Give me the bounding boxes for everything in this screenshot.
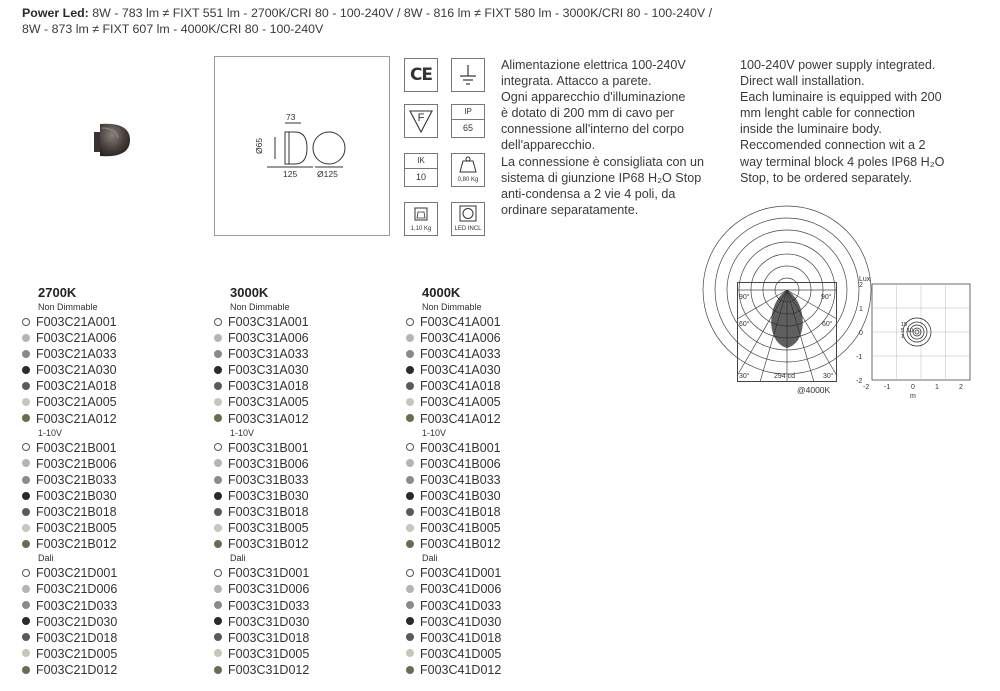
product-code-row [22, 330, 117, 346]
product-code-row [406, 488, 501, 504]
product-code: F003C41B001 [420, 440, 501, 455]
finish-swatch-icon [406, 366, 414, 374]
product-code-row [214, 536, 309, 552]
finish-swatch-icon [214, 443, 222, 451]
finish-swatch-icon [214, 585, 222, 593]
desc-en-line: mm lenght cable for connection [740, 106, 916, 121]
finish-swatch-icon [214, 476, 222, 484]
description-italian [501, 57, 704, 218]
color-temperature-heading: 4000K [422, 285, 461, 300]
product-code-row [406, 646, 501, 662]
finish-swatch-icon [406, 524, 414, 532]
product-code-row [214, 581, 309, 597]
product-code-row [214, 614, 309, 630]
isolux-unit-x: m [910, 393, 916, 400]
finish-swatch-icon [406, 633, 414, 641]
product-code-row [214, 565, 309, 581]
product-code-row [214, 394, 309, 410]
desc-it-line: Alimentazione elettrica 100-240V [501, 58, 686, 72]
product-code: F003C41B012 [420, 537, 501, 552]
isolux-xtick: 0 [911, 384, 915, 391]
product-code: F003C41A018 [420, 379, 501, 394]
product-code-row [214, 520, 309, 536]
finish-swatch-icon [22, 492, 30, 500]
finish-swatch-icon [406, 382, 414, 390]
product-code: F003C31A001 [228, 315, 309, 329]
product-code-row [214, 598, 309, 614]
finish-swatch-icon [22, 666, 30, 674]
product-code: F003C41A033 [420, 347, 501, 362]
product-code-row [406, 630, 501, 646]
finish-swatch-icon [214, 334, 222, 342]
header-line-1 [22, 6, 712, 22]
isolux-ytick: 1 [859, 306, 863, 313]
product-code: F003C21A033 [36, 347, 117, 362]
product-code-row [214, 456, 309, 472]
polar-label-90-left: 90° [739, 294, 750, 301]
isolux-level: 15 [901, 322, 908, 328]
finish-swatch-icon [22, 382, 30, 390]
product-code: F003C31A012 [228, 411, 309, 426]
product-code-row [22, 314, 117, 330]
finish-swatch-icon [406, 666, 414, 674]
product-code: F003C21D006 [36, 582, 118, 597]
product-code: F003C21A001 [36, 315, 117, 329]
ik-rating-badge [404, 153, 438, 187]
finish-swatch-icon [22, 366, 30, 374]
product-code: F003C31A030 [228, 363, 309, 378]
product-code-row [214, 440, 309, 456]
finish-swatch-icon [406, 617, 414, 625]
product-code-row [214, 488, 309, 504]
finish-swatch-icon [214, 366, 222, 374]
weight-value: 0,80 Kg [457, 177, 479, 183]
polar-light-diagram [737, 282, 837, 382]
finish-swatch-icon [22, 476, 30, 484]
product-code: F003C31B001 [228, 440, 309, 455]
polar-label-30-left: 30° [739, 373, 750, 380]
product-code: F003C21B018 [36, 505, 117, 520]
product-code: F003C21D012 [36, 662, 118, 677]
product-code: F003C31D033 [228, 598, 310, 613]
finish-swatch-icon [22, 569, 30, 577]
finish-swatch-icon [214, 492, 222, 500]
product-code: F003C31D001 [228, 566, 310, 581]
finish-swatch-icon [214, 508, 222, 516]
finish-swatch-icon [22, 459, 30, 467]
finish-swatch-icon [214, 318, 222, 326]
product-code: F003C41A001 [420, 315, 501, 329]
product-code-row [214, 662, 309, 678]
finish-swatch-icon [214, 459, 222, 467]
isolux-ytick: -1 [856, 354, 863, 361]
desc-en-line: Direct wall installation. [740, 74, 865, 89]
finish-swatch-icon [406, 318, 414, 326]
polar-label-60-right: 60° [822, 321, 833, 328]
finish-swatch-icon [406, 334, 414, 342]
isolux-xtick: 2 [959, 384, 963, 391]
finish-swatch-icon [22, 649, 30, 657]
product-code-row [22, 440, 117, 456]
product-code: F003C41D012 [420, 662, 502, 677]
finish-swatch-icon [406, 601, 414, 609]
product-code-row [406, 662, 501, 678]
dimming-type-label: Non Dimmable [422, 302, 482, 312]
product-code: F003C21D030 [36, 614, 118, 629]
product-code-row [406, 565, 501, 581]
product-code-row [214, 330, 309, 346]
product-code-row [406, 440, 501, 456]
ip-label: IP [452, 105, 484, 120]
product-code: F003C31B033 [228, 472, 309, 487]
product-code: F003C41B033 [420, 472, 501, 487]
dim-width: 125 [283, 169, 298, 179]
finish-swatch-icon [22, 633, 30, 641]
product-code-row [406, 378, 501, 394]
codes-column-4000k [406, 285, 501, 678]
product-code-row [214, 646, 309, 662]
product-code: F003C41B006 [420, 456, 501, 471]
product-code: F003C41D033 [420, 598, 502, 613]
isolux-xtick: -2 [863, 384, 870, 391]
product-code: F003C31B030 [228, 488, 309, 503]
description-english [740, 57, 944, 186]
desc-en-line: 100-240V power supply integrated. [740, 58, 936, 72]
f-mark-label: F [417, 112, 425, 124]
polar-label-30-right: 30° [823, 373, 834, 380]
product-code-row [406, 362, 501, 378]
finish-swatch-icon [22, 414, 30, 422]
product-code-row [406, 614, 501, 630]
product-code-row [406, 394, 501, 410]
desc-it-line: ordinare separatamente. [501, 202, 639, 217]
finish-swatch-icon [406, 508, 414, 516]
package-weight-value: 1,10 Kg [410, 226, 432, 232]
finish-swatch-icon [214, 633, 222, 641]
product-code-row [214, 378, 309, 394]
product-code: F003C21A005 [36, 395, 117, 410]
desc-it-line: dell'apparecchio. [501, 138, 596, 153]
product-code-row [22, 646, 117, 662]
product-code-row [22, 662, 117, 678]
product-code-row [22, 630, 117, 646]
finish-swatch-icon [214, 414, 222, 422]
finish-swatch-icon [214, 398, 222, 406]
dimming-type-label: 1-10V [422, 427, 447, 438]
product-code: F003C21D018 [36, 630, 118, 645]
ce-mark-icon [404, 58, 438, 92]
dimming-type-label: 1-10V [38, 427, 63, 438]
dimming-type-label: Dali [38, 553, 54, 564]
product-code: F003C41B030 [420, 488, 501, 503]
polar-caption: @4000K [797, 385, 831, 395]
product-code: F003C41D005 [420, 646, 502, 661]
finish-swatch-icon [214, 350, 222, 358]
polar-cd-value: 294 cd [774, 373, 796, 380]
finish-swatch-icon [214, 569, 222, 577]
product-code: F003C21D001 [36, 566, 118, 581]
desc-en-line: Each luminaire is equipped with 200 [740, 90, 942, 105]
product-code: F003C41D030 [420, 614, 502, 629]
finish-swatch-icon [406, 459, 414, 467]
weight-icon [451, 153, 485, 187]
product-code: F003C41A030 [420, 363, 501, 378]
product-photo [86, 118, 136, 162]
product-code-row [22, 520, 117, 536]
product-code: F003C31B012 [228, 537, 309, 552]
product-code: F003C41A005 [420, 395, 501, 410]
product-code: F003C21B005 [36, 521, 117, 536]
finish-swatch-icon [22, 350, 30, 358]
product-code: F003C41D006 [420, 582, 502, 597]
product-code: F003C31A018 [228, 379, 309, 394]
product-code-row [214, 504, 309, 520]
product-code: F003C21A018 [36, 379, 117, 394]
finish-swatch-icon [22, 617, 30, 625]
finish-swatch-icon [214, 666, 222, 674]
product-code: F003C21A030 [36, 363, 117, 378]
finish-swatch-icon [22, 334, 30, 342]
finish-swatch-icon [22, 601, 30, 609]
product-code: F003C31A005 [228, 395, 309, 410]
dimming-type-label: Dali [422, 553, 438, 564]
finish-swatch-icon [22, 318, 30, 326]
dim-diameter: Ø125 [317, 169, 338, 179]
product-code-row [22, 536, 117, 552]
ik-label: IK [405, 154, 437, 169]
header-label: Power Led: [22, 6, 89, 20]
isolux-xtick: 1 [935, 384, 939, 391]
finish-swatch-icon [214, 524, 222, 532]
finish-swatch-icon [406, 476, 414, 484]
product-code: F003C41D018 [420, 630, 502, 645]
finish-swatch-icon [22, 398, 30, 406]
product-code: F003C41A012 [420, 411, 501, 426]
finish-swatch-icon [406, 540, 414, 548]
ip-value: 65 [462, 123, 473, 133]
dimming-type-label: Non Dimmable [230, 302, 290, 312]
product-code: F003C21D005 [36, 646, 118, 661]
desc-en-line: way terminal block 4 poles IP68 H₂O [740, 154, 945, 169]
product-code-row [406, 456, 501, 472]
product-code-row [22, 581, 117, 597]
desc-it-line: Ogni apparecchio d'illuminazione [501, 90, 686, 105]
product-code-row [22, 411, 117, 427]
finish-swatch-icon [22, 540, 30, 548]
product-code-row [406, 504, 501, 520]
product-code: F003C31D005 [228, 646, 310, 661]
codes-column-3000k [214, 285, 309, 678]
finish-swatch-icon [406, 585, 414, 593]
product-code-row [214, 472, 309, 488]
product-code: F003C41B018 [420, 505, 501, 520]
finish-swatch-icon [406, 492, 414, 500]
desc-it-line: integrata. Attacco a parete. [501, 74, 652, 89]
dimming-type-label: Non Dimmable [38, 302, 98, 312]
color-temperature-heading: 2700K [38, 285, 77, 300]
ce-mark-label: CE [409, 65, 433, 85]
product-code-row [22, 504, 117, 520]
product-code: F003C31D006 [228, 582, 310, 597]
product-code-row [214, 346, 309, 362]
product-code-row [22, 488, 117, 504]
desc-it-line: La connessione è consigliata con un [501, 154, 705, 169]
dim-height: Ø65 [254, 137, 265, 155]
product-code-row [406, 520, 501, 536]
isolux-level: 5 [901, 328, 905, 334]
product-code: F003C21D033 [36, 598, 118, 613]
isolux-unit-y: Lux [859, 276, 871, 283]
isolux-diagram [857, 274, 972, 404]
dimming-type-label: Dali [230, 553, 246, 564]
polar-label-90-right: 90° [821, 294, 832, 301]
isolux-level: 10 [907, 328, 914, 334]
product-code: F003C31A033 [228, 347, 309, 362]
finish-swatch-icon [406, 569, 414, 577]
product-code-row [214, 411, 309, 427]
product-code-row [22, 614, 117, 630]
led-included-icon [451, 202, 485, 236]
product-code-row [406, 314, 501, 330]
product-code-row [22, 565, 117, 581]
product-code-row [22, 598, 117, 614]
header-line-2: 8W - 873 lm ≠ FIXT 607 lm - 4000K/CRI 80 - 100-240V [22, 21, 324, 36]
product-code: F003C41B005 [420, 521, 501, 536]
desc-it-line: è dotato di 200 mm di cavo per [501, 106, 674, 121]
product-code: F003C31B018 [228, 505, 309, 520]
product-code: F003C21B033 [36, 472, 117, 487]
package-weight-icon [404, 202, 438, 236]
finish-swatch-icon [214, 540, 222, 548]
technical-drawing [214, 56, 390, 236]
product-code-row [406, 411, 501, 427]
product-code: F003C31D030 [228, 614, 310, 629]
finish-swatch-icon [214, 617, 222, 625]
product-code: F003C31A006 [228, 331, 309, 346]
product-code: F003C21B001 [36, 440, 117, 455]
product-code: F003C21B012 [36, 537, 117, 552]
codes-column-2700k [22, 285, 117, 678]
product-code-row [406, 330, 501, 346]
finish-swatch-icon [214, 382, 222, 390]
product-code: F003C21A012 [36, 411, 117, 426]
desc-en-line: Reccomended connection wit a 2 [740, 138, 926, 153]
dimension-drawing [215, 57, 389, 235]
finish-swatch-icon [22, 508, 30, 516]
product-code-row [214, 630, 309, 646]
ik-value: 10 [415, 172, 426, 182]
product-code: F003C41A006 [420, 331, 501, 346]
product-code-row [406, 536, 501, 552]
polar-label-60-left: 60° [739, 321, 750, 328]
product-code-row [22, 472, 117, 488]
product-code-row [22, 362, 117, 378]
product-code-row [214, 314, 309, 330]
product-code: F003C21B006 [36, 456, 117, 471]
finish-swatch-icon [22, 524, 30, 532]
header-line-1-text: 8W - 783 lm ≠ FIXT 551 lm - 2700K/CRI 80 - 100-240V / 8W - 816 lm ≠ FIXT 580 lm - 3000K/CRI 80 - 100-240V / [92, 6, 713, 20]
product-code: F003C31D018 [228, 630, 310, 645]
product-code: F003C21A006 [36, 331, 117, 346]
isolux-xtick: -1 [884, 384, 891, 391]
finish-swatch-icon [406, 350, 414, 358]
ip-rating-badge [451, 104, 485, 138]
power-led-header [22, 6, 712, 37]
product-code: F003C21B030 [36, 488, 117, 503]
product-code-row [22, 346, 117, 362]
finish-swatch-icon [406, 649, 414, 657]
product-code-row [406, 346, 501, 362]
finish-swatch-icon [406, 443, 414, 451]
finish-swatch-icon [214, 601, 222, 609]
desc-en-line: inside the luminaire body. [740, 122, 882, 137]
isolux-ytick: 2 [859, 282, 863, 289]
dimming-type-label: 1-10V [230, 427, 255, 438]
product-code-row [22, 456, 117, 472]
product-code: F003C31B005 [228, 521, 309, 536]
product-code-row [406, 472, 501, 488]
led-included-label: LED INCL [454, 226, 482, 232]
product-code-row [22, 378, 117, 394]
product-code-row [22, 394, 117, 410]
product-code: F003C31D012 [228, 662, 310, 677]
desc-it-line: sistema di giunzione IP68 H₂O Stop [501, 170, 702, 185]
ground-symbol-icon [451, 58, 485, 92]
finish-swatch-icon [22, 443, 30, 451]
product-code: F003C41D001 [420, 566, 502, 581]
finish-swatch-icon [406, 414, 414, 422]
desc-it-line: connessione all'interno del corpo [501, 122, 685, 137]
product-code-row [214, 362, 309, 378]
isolux-ytick: -2 [856, 378, 863, 385]
desc-it-line: anti-condensa a 2 vie 4 poli, da [501, 186, 676, 201]
isolux-ytick: 0 [859, 330, 863, 337]
color-temperature-heading: 3000K [230, 285, 269, 300]
f-mark-icon [404, 104, 438, 138]
finish-swatch-icon [22, 585, 30, 593]
isolux-level: 1 [901, 334, 905, 340]
dim-depth: 73 [286, 112, 296, 122]
product-code-row [406, 581, 501, 597]
finish-swatch-icon [214, 649, 222, 657]
product-code: F003C31B006 [228, 456, 309, 471]
finish-swatch-icon [406, 398, 414, 406]
product-code-row [406, 598, 501, 614]
desc-en-line: Stop, to be ordered separately. [740, 170, 912, 185]
